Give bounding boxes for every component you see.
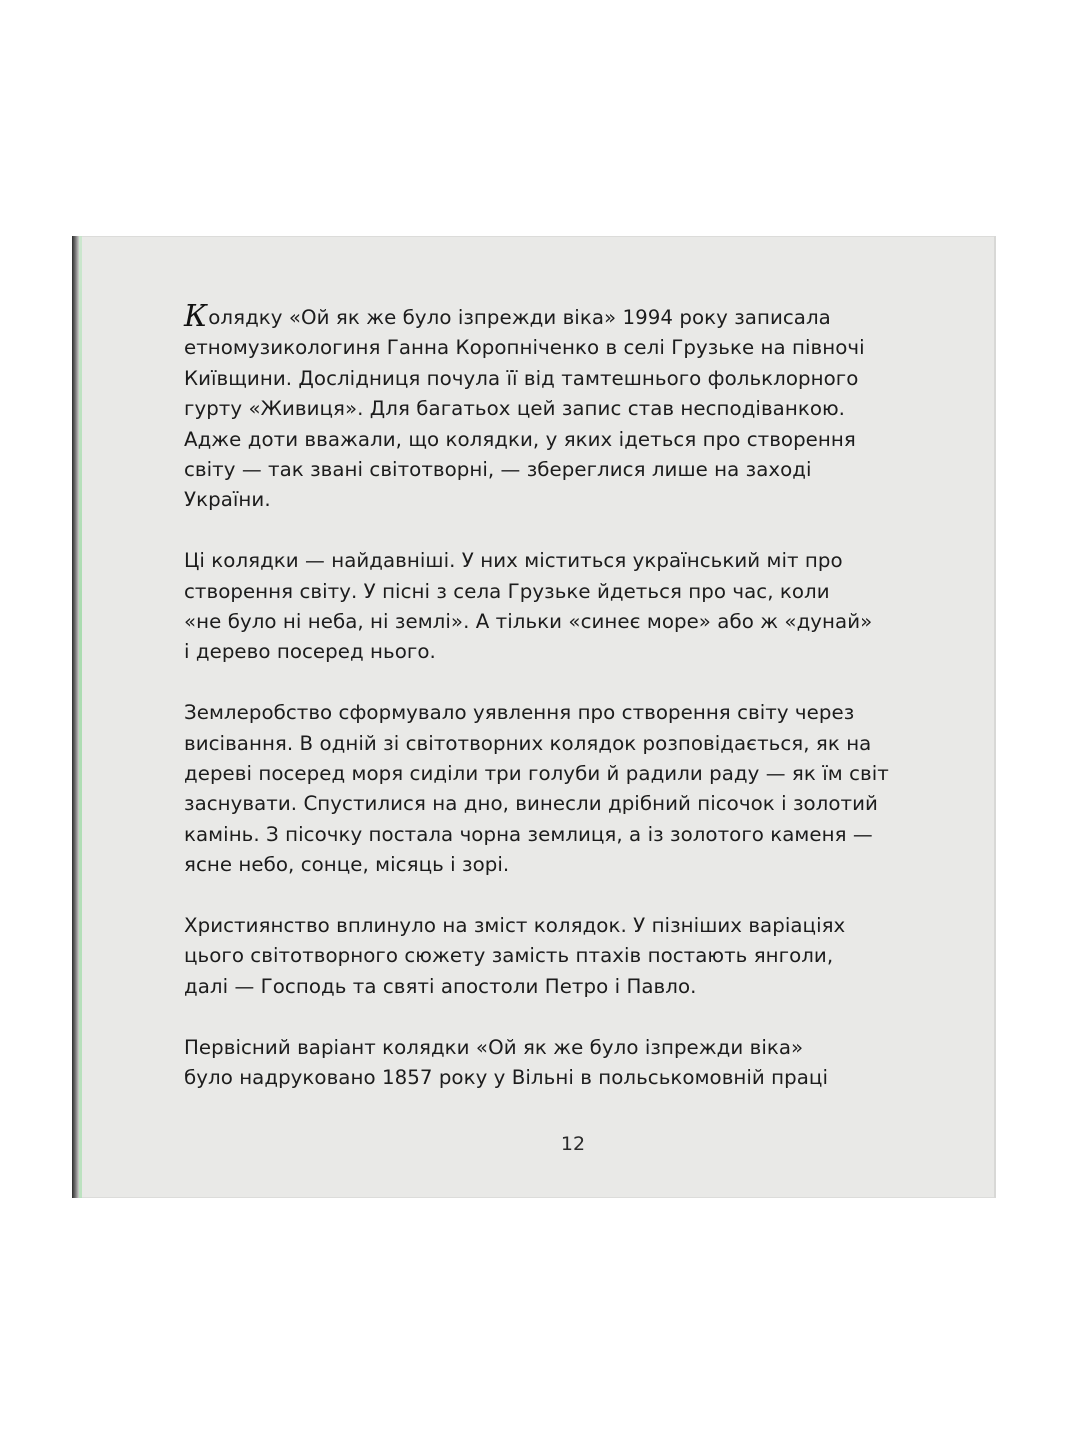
text-line: створення світу. У пісні з села Грузьке йдеться про час, коли xyxy=(184,579,830,603)
body-text xyxy=(184,299,944,1124)
text-line: України. xyxy=(184,488,271,512)
text-line: світу — так звані світотворні, — збереглися лише на заході xyxy=(184,458,812,482)
paragraph-1 xyxy=(184,299,944,516)
text-line: камінь. З пісочку постала чорна землиця, а із золотого каменя — xyxy=(184,822,873,846)
text-line: Первісний варіант колядки «Ой як же було ізпрежди віка» xyxy=(184,1035,804,1059)
text-line: Ці колядки — найдавніші. У них міститься український міт про xyxy=(184,549,843,573)
paragraph-4 xyxy=(184,911,944,1002)
text-line: висівання. В одній зі світотворних колядок розповідається, як на xyxy=(184,731,872,755)
text-line: заснувати. Спустилися на дно, винесли дрібний пісочок і золотий xyxy=(184,792,878,816)
text-line: Колядку «Ой як же було ізпрежди віка» 1994 року записала xyxy=(184,299,831,334)
text-line: гурту «Живиця». Для багатьох цей запис став несподіванкою. xyxy=(184,397,846,421)
text-line: Землеробство сформувало уявлення про створення світу через xyxy=(184,701,855,725)
page-number: 12 xyxy=(560,1133,586,1155)
text-line: було надруковано 1857 року у Вільні в польськомовній праці xyxy=(184,1066,828,1090)
text-line: Християнство вплинуло на зміст колядок. У пізніших варіаціях xyxy=(184,914,846,938)
text-line: цього світотворного сюжету замість птахів постають янголи, xyxy=(184,944,834,968)
drop-cap: К xyxy=(184,299,208,334)
paragraph-5 xyxy=(184,1033,944,1094)
text-line: Київщини. Дослідниця почула її від тамтешнього фольклорного xyxy=(184,366,859,390)
text-line: Адже доти вважали, що колядки, у яких ідеться про створення xyxy=(184,427,856,451)
text-line: етномузикологиня Ганна Коропніченко в селі Грузьке на півночі xyxy=(184,336,865,360)
paragraph-3 xyxy=(184,698,944,880)
text-line: ясне небо, сонце, місяць і зорі. xyxy=(184,853,510,877)
paragraph-2 xyxy=(184,546,944,668)
text-line: дереві посеред моря сиділи три голуби й радили раду — як їм світ xyxy=(184,762,889,786)
page-edge xyxy=(994,236,996,1198)
spine-tint xyxy=(79,236,82,1198)
text-line: «не було ні неба, ні землі». А тільки «синеє море» або ж «дунай» xyxy=(184,610,873,634)
book-spine xyxy=(72,236,79,1198)
text-line: далі — Господь та святі апостоли Петро і Павло. xyxy=(184,974,697,998)
text-line: і дерево посеред нього. xyxy=(184,640,436,664)
